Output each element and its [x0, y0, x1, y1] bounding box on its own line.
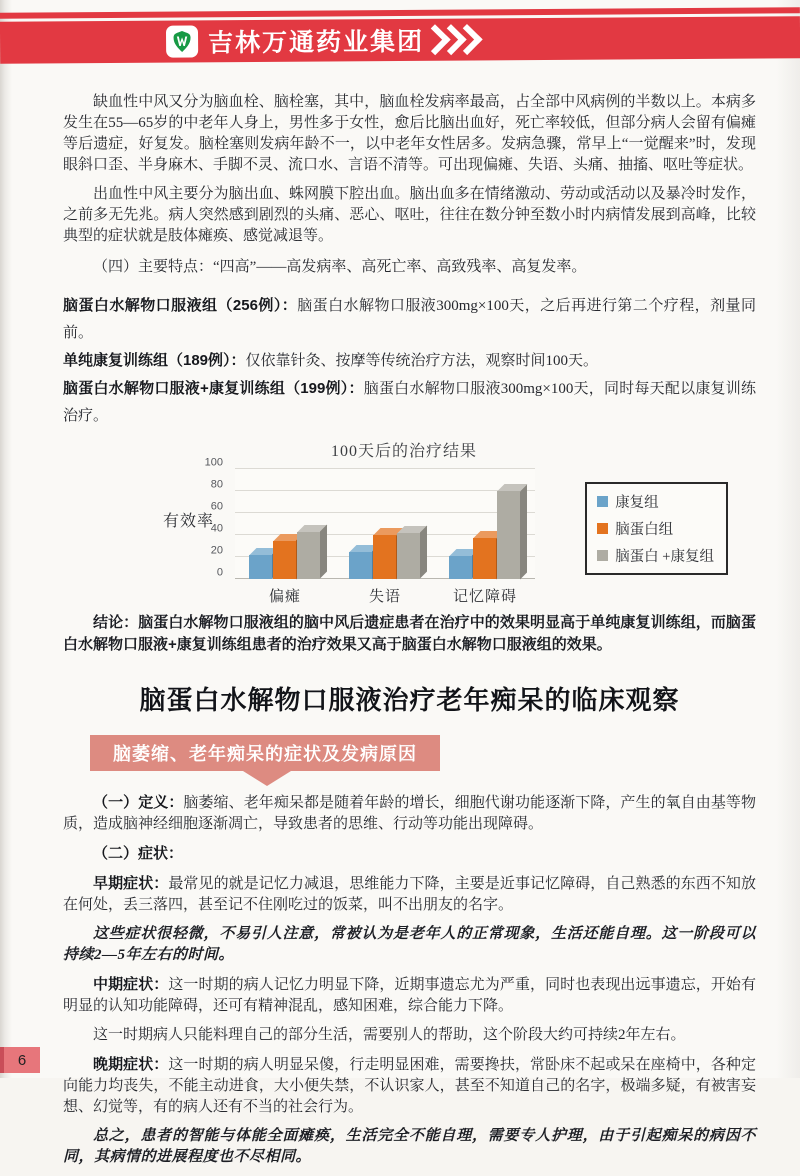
leaf-shield-icon	[170, 29, 194, 53]
legend-label: 脑蛋白组	[615, 522, 674, 538]
y-axis-tick: 20	[210, 544, 223, 557]
treatment-results-chart	[63, 436, 756, 604]
paragraph-mid-symptoms: 中期症状：这一时期的病人记忆力明显下降，近期事遗忘尤为严重，同时也表现出远事遗忘，开始有明显的认知功能障碍，还可有精神混乱，感知困难，综合能力下降。	[63, 976, 756, 1014]
legend-item	[597, 545, 714, 566]
paragraph-label: （二）症状：	[93, 845, 184, 862]
bar-康复组-失语	[349, 552, 372, 580]
bar-脑蛋白组-记忆障碍	[473, 538, 496, 579]
group-line	[63, 292, 756, 347]
paragraph-label: （一）定义：	[93, 794, 184, 811]
y-axis-tick: 80	[210, 478, 223, 491]
chart-legend	[585, 482, 728, 575]
bar-脑蛋白 +康复组-记忆障碍	[497, 491, 520, 579]
arrow-down-icon	[243, 771, 291, 786]
bar-康复组-记忆障碍	[449, 556, 472, 579]
legend-item	[597, 518, 714, 539]
header-banner	[0, 16, 800, 64]
paragraph-early-note: 这些症状很轻微，不易引人注意，常被认为是老年人的正常现象，生活还能自理。这一阶段可以持续2—5年左右的时间。	[63, 926, 756, 963]
chart-title: 100天后的治疗结果	[331, 443, 478, 460]
bar-脑蛋白 +康复组-偏瘫	[297, 532, 320, 579]
paragraph-label: 晚期症状：	[93, 1056, 169, 1073]
x-axis-category-label: 失语	[368, 589, 402, 605]
group-label: 脑蛋白水解物口服液+康复训练组（199例）：	[63, 380, 364, 397]
y-axis-tick: 100	[204, 456, 223, 469]
x-axis-category-label: 偏瘫	[268, 589, 302, 605]
paragraph-label: 早期症状：	[93, 875, 169, 892]
bar-脑蛋白组-偏瘫	[273, 541, 296, 580]
chevrons-right-icon	[430, 28, 478, 50]
paragraph-ischemic-stroke: 缺血性中风又分为脑血栓、脑栓塞，其中，脑血栓发病率最高，占全部中风病例的半数以上。本病多发生在55—65岁的中老年人身上，男性多于女性，愈后比脑出血好，死亡率较低，但部分病人会留有偏瘫等后遗症，好复发。脑栓塞则发病年龄不一，以中老年女性居多。发病急骤，常早上“一觉醒来”时，发现眼斜口歪、半身麻木、手脚不灵、流口水、言语不清等。可出现偏瘫、失语、头痛、抽搐、呕吐等症状。	[63, 94, 756, 173]
y-axis-tick: 0	[216, 566, 223, 579]
bar-脑蛋白组-失语	[373, 535, 396, 579]
paragraph-four-highs: （四）主要特点：“四高”——高发病率、高死亡率、高致残率、高复发率。	[93, 259, 587, 275]
gridline	[235, 512, 535, 513]
chart-plot-area	[204, 456, 535, 605]
legend-label: 康复组	[615, 495, 659, 511]
paragraph-late-symptoms: 晚期症状：这一时期的病人明显呆傻，行走明显困难，需要搀扶，常卧床不起或呆在座椅中，各种定向能力均丧失，不能主动进食，大小便失禁，不认识家人，甚至不知道自己的名字，极端多疑，有被害妄想、幻觉等，有的病人还有不当的社会行为。	[63, 1056, 756, 1115]
legend-swatch-icon	[597, 523, 608, 534]
paragraph-mid-note: 这一时期病人只能料理自己的部分生活，需要别人的帮助，这个阶段大约可持续2年左右。	[93, 1027, 686, 1043]
company-logo	[166, 25, 198, 57]
group-label: 单纯康复训练组（189例）：	[63, 352, 246, 369]
paragraph-summary-note: 总之，患者的智能与体能全面瘫痪，生活完全不能自理，需要专人护理，由于引起痴呆的病因不同，其病情的进展程度也不尽相同。	[63, 1128, 756, 1165]
group-desc: 脑蛋白水解物口服液300mg×100天，同时每天配以康复训练治疗。	[63, 381, 756, 424]
y-axis-tick: 60	[210, 500, 223, 513]
company-name: 吉林万通药业集团	[207, 27, 425, 58]
paragraph-hemorrhagic-stroke: 出血性中风主要分为脑出血、蛛网膜下腔出血。脑出血多在情绪激动、劳动或活动以及暴冷时发作，之前多无先兆。病人突然感到剧烈的头痛、恶心、呕吐，往往在数分钟至数小时内病情发展到高峰，比较典型的症状就是肢体瘫痪、感觉减退等。	[63, 186, 756, 244]
page-number-badge: 6	[0, 1047, 40, 1073]
legend-swatch-icon	[597, 550, 608, 561]
y-axis-tick: 40	[210, 522, 223, 535]
header	[0, 0, 800, 64]
paragraph-early-symptoms: 早期症状：最常见的就是记忆力减退，思维能力下降，主要是近事记忆障碍，自己熟悉的东西不知放在何处，丢三落四，甚至记不住刚吃过的饭菜，叫不出朋友的名字。	[63, 875, 756, 913]
group-line	[63, 347, 756, 375]
paragraph-symptoms-heading	[63, 843, 756, 865]
document-body	[63, 60, 756, 1176]
gridline	[235, 490, 535, 491]
paragraph-label: 中期症状：	[93, 976, 169, 993]
legend-swatch-icon	[597, 496, 608, 507]
paragraph-definition: （一）定义：脑萎缩、老年痴呆都是随着年龄的增长，细胞代谢功能逐渐下降，产生的氧自由基等物质，造成脑神经细胞逐渐凋亡，导致患者的思维、行动等功能出现障碍。	[63, 794, 756, 832]
chart-y-axis-label: 有效率	[163, 513, 215, 530]
legend-item	[597, 491, 714, 512]
group-label: 脑蛋白水解物口服液组（256例）：	[63, 297, 298, 314]
group-desc: 仅依靠针灸、按摩等传统治疗方法，观察时间100天。	[245, 353, 599, 369]
group-desc: 脑蛋白水解物口服液300mg×100天，之后再进行第二个疗程，剂量同前。	[63, 298, 756, 341]
bar-康复组-偏瘫	[249, 555, 272, 579]
section-title: 脑蛋白水解物口服液治疗老年痴呆的临床观察	[139, 685, 680, 715]
bar-脑蛋白 +康复组-失语	[397, 533, 420, 579]
legend-label: 脑蛋白 +康复组	[615, 549, 714, 565]
conclusion-paragraph: 结论：脑蛋白水解物口服液组的脑中风后遗症患者在治疗中的效果明显高于单纯康复训练组，而脑蛋白水解物口服液+康复训练组患者的治疗效果又高于脑蛋白水解物口服液组的效果。	[63, 614, 756, 653]
study-groups	[63, 292, 756, 430]
group-line	[63, 375, 756, 430]
x-axis-category-label: 记忆障碍	[452, 589, 518, 605]
gridline	[235, 468, 535, 469]
symptoms-banner: 脑萎缩、老年痴呆的症状及发病原因	[90, 735, 440, 771]
